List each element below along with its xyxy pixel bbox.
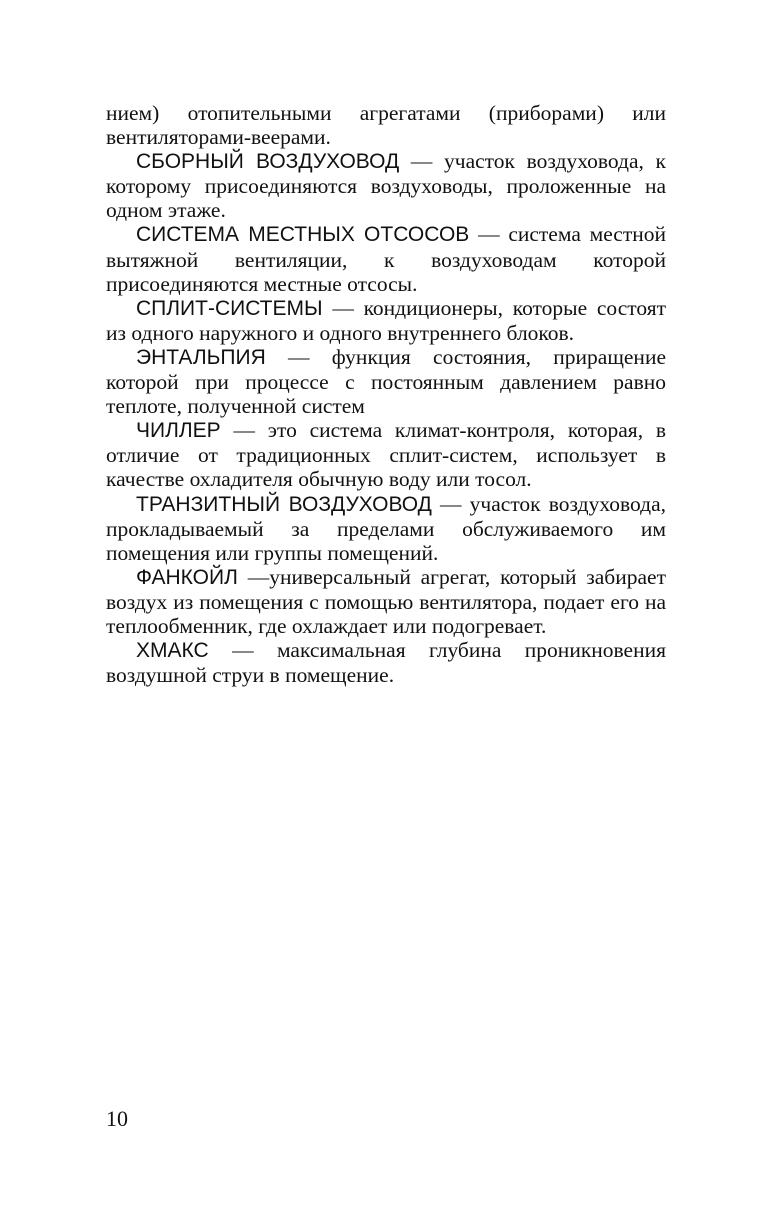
glossary-definition: — участок воздуховода, к которому присоединяются воздуховоды, проложенные на одном этаже. (106, 149, 666, 223)
glossary-definition: — кондиционеры, которые состоят из одного наружного и одного внутреннего блоков. (106, 295, 666, 345)
glossary-entry (106, 296, 666, 345)
glossary-term: ТРАНЗИТНЫЙ ВОЗДУХОВОД (136, 492, 432, 516)
glossary-entry (106, 492, 666, 565)
page-number: 10 (106, 1106, 128, 1131)
glossary-term: СПЛИТ-СИСТЕМЫ (136, 296, 323, 320)
glossary-entry (106, 418, 666, 491)
glossary-definition: — это система климат-контроля, которая, в отличие от традиционных сплит-систем, использует в качестве охладителя обычную воду или тосол. (106, 418, 666, 492)
glossary-definition: — участок воздуховода, прокладываемый за пределами обслуживаемого им помещения или группы помещений. (106, 491, 666, 565)
glossary-definition: —универсальный агрегат, который забирает воздух из помещения с помощью вентилятора, подает его на теплообменник, где охлаждает или подогревает. (106, 564, 666, 638)
glossary-definition: — система местной вытяжной вентиляции, к воздуховодам которой присоединяются местные отсосы. (106, 222, 666, 296)
glossary-term: ХМАКС (136, 639, 209, 663)
glossary-term: ФАНКОЙЛ (136, 565, 238, 589)
glossary-term: ЭНТАЛЬПИЯ (136, 345, 266, 369)
continuation-paragraph: нием) отопительными агрегатами (приборами) или вентиляторами-веерами. (106, 101, 666, 150)
glossary-entry (106, 222, 666, 295)
glossary-text (106, 101, 666, 687)
glossary-definition: — функция состояния, приращение которой при процессе с постоянным давлением равно теплоте, полученной систем (106, 344, 666, 419)
glossary-entry (106, 149, 666, 222)
glossary-definition: — максимальная глубина проникновения воздушной струи в помещение. (106, 638, 666, 688)
glossary-term: СБОРНЫЙ ВОЗДУХОВОД (136, 150, 400, 174)
glossary-entry (106, 345, 666, 418)
glossary-entry (106, 638, 666, 687)
glossary-term: СИСТЕМА МЕСТНЫХ ОТСОСОВ (136, 223, 470, 247)
glossary-term: ЧИЛЛЕР (136, 419, 221, 443)
glossary-entry (106, 565, 666, 638)
